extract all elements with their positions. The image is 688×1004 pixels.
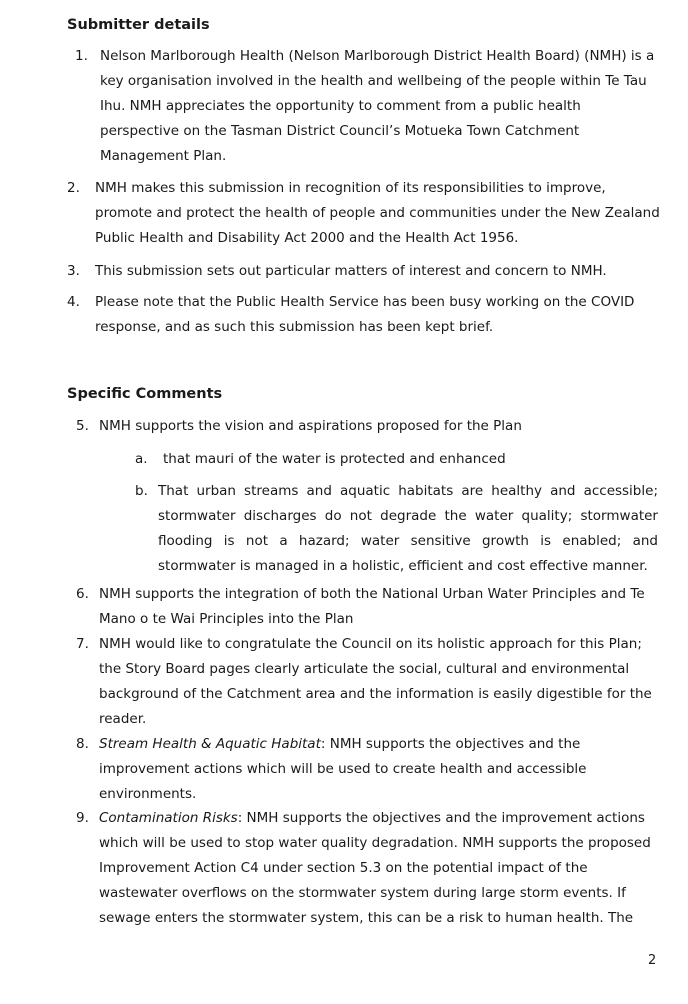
list-number: 9. (76, 810, 89, 826)
item-body: : NMH supports the objectives and the improvement actions which will be used to stop water quality degradation. NMH supports the proposed Improvement Action C4 under section 5.3 on the potential impact of the wastewater overflows on the stormwater system during large storm events. If sewage enters the stormwater system, this can be a risk to human health. The (99, 810, 651, 926)
list-text: This submission sets out particular matters of interest and concern to NMH. (95, 263, 607, 279)
list-text: Nelson Marlborough Health (Nelson Marlborough District Health Board) (NMH) is a key organisation involved in the health and wellbeing of the people within Te Tau Ihu. NMH appreciates the opportunity to comment from a public health perspective on the Tasman District Council’s Motueka Town Catchment Management Plan. (100, 48, 655, 164)
list-text (99, 806, 659, 931)
list-letter: a. (135, 451, 148, 467)
page-number: 2 (648, 953, 657, 968)
list-text (99, 732, 659, 807)
list-text: NMH supports the integration of both the National Urban Water Principles and Te Mano o te Wai Principles into the Plan (99, 586, 645, 627)
item-body: : NMH supports the objectives and the improvement actions which will be used to create health and accessible environments. (99, 736, 587, 802)
list-text: NMH makes this submission in recognition of its responsibilities to improve, promote and protect the health of people and communities under the New Zealand Public Health and Disability Act 2000 and the Health Act 1956. (95, 180, 660, 246)
list-number: 7. (76, 636, 89, 652)
list-number: 8. (76, 736, 89, 752)
list-text: that mauri of the water is protected and enhanced (163, 451, 506, 467)
section-heading-specific-comments: Specific Comments (67, 386, 223, 402)
list-number: 4. (67, 294, 80, 310)
list-number: 6. (76, 586, 89, 602)
list-letter: b. (135, 483, 148, 499)
list-number: 2. (67, 180, 80, 196)
list-text: NMH supports the vision and aspirations proposed for the Plan (99, 418, 522, 434)
list-number: 5. (76, 418, 89, 434)
item-lead: Contamination Risks (99, 810, 238, 826)
section-heading-submitter-details: Submitter details (67, 17, 210, 33)
item-lead: Stream Health & Aquatic Habitat (99, 736, 321, 752)
list-number: 1. (75, 48, 88, 64)
list-number: 3. (67, 263, 80, 279)
list-text: Please note that the Public Health Service has been busy working on the COVID response, and as such this submission has been kept brief. (95, 294, 635, 335)
list-text: That urban streams and aquatic habitats are healthy and accessible; stormwater discharges do not degrade the water quality; stormwater flooding is not a hazard; water sensitive growth is enabled; and stormwater is managed in a holistic, efficient and cost effective manner. (158, 483, 658, 574)
list-text: NMH would like to congratulate the Council on its holistic approach for this Plan; the Story Board pages clearly articulate the social, cultural and environmental background of the Catchment area and the information is easily digestible for the reader. (99, 636, 652, 727)
